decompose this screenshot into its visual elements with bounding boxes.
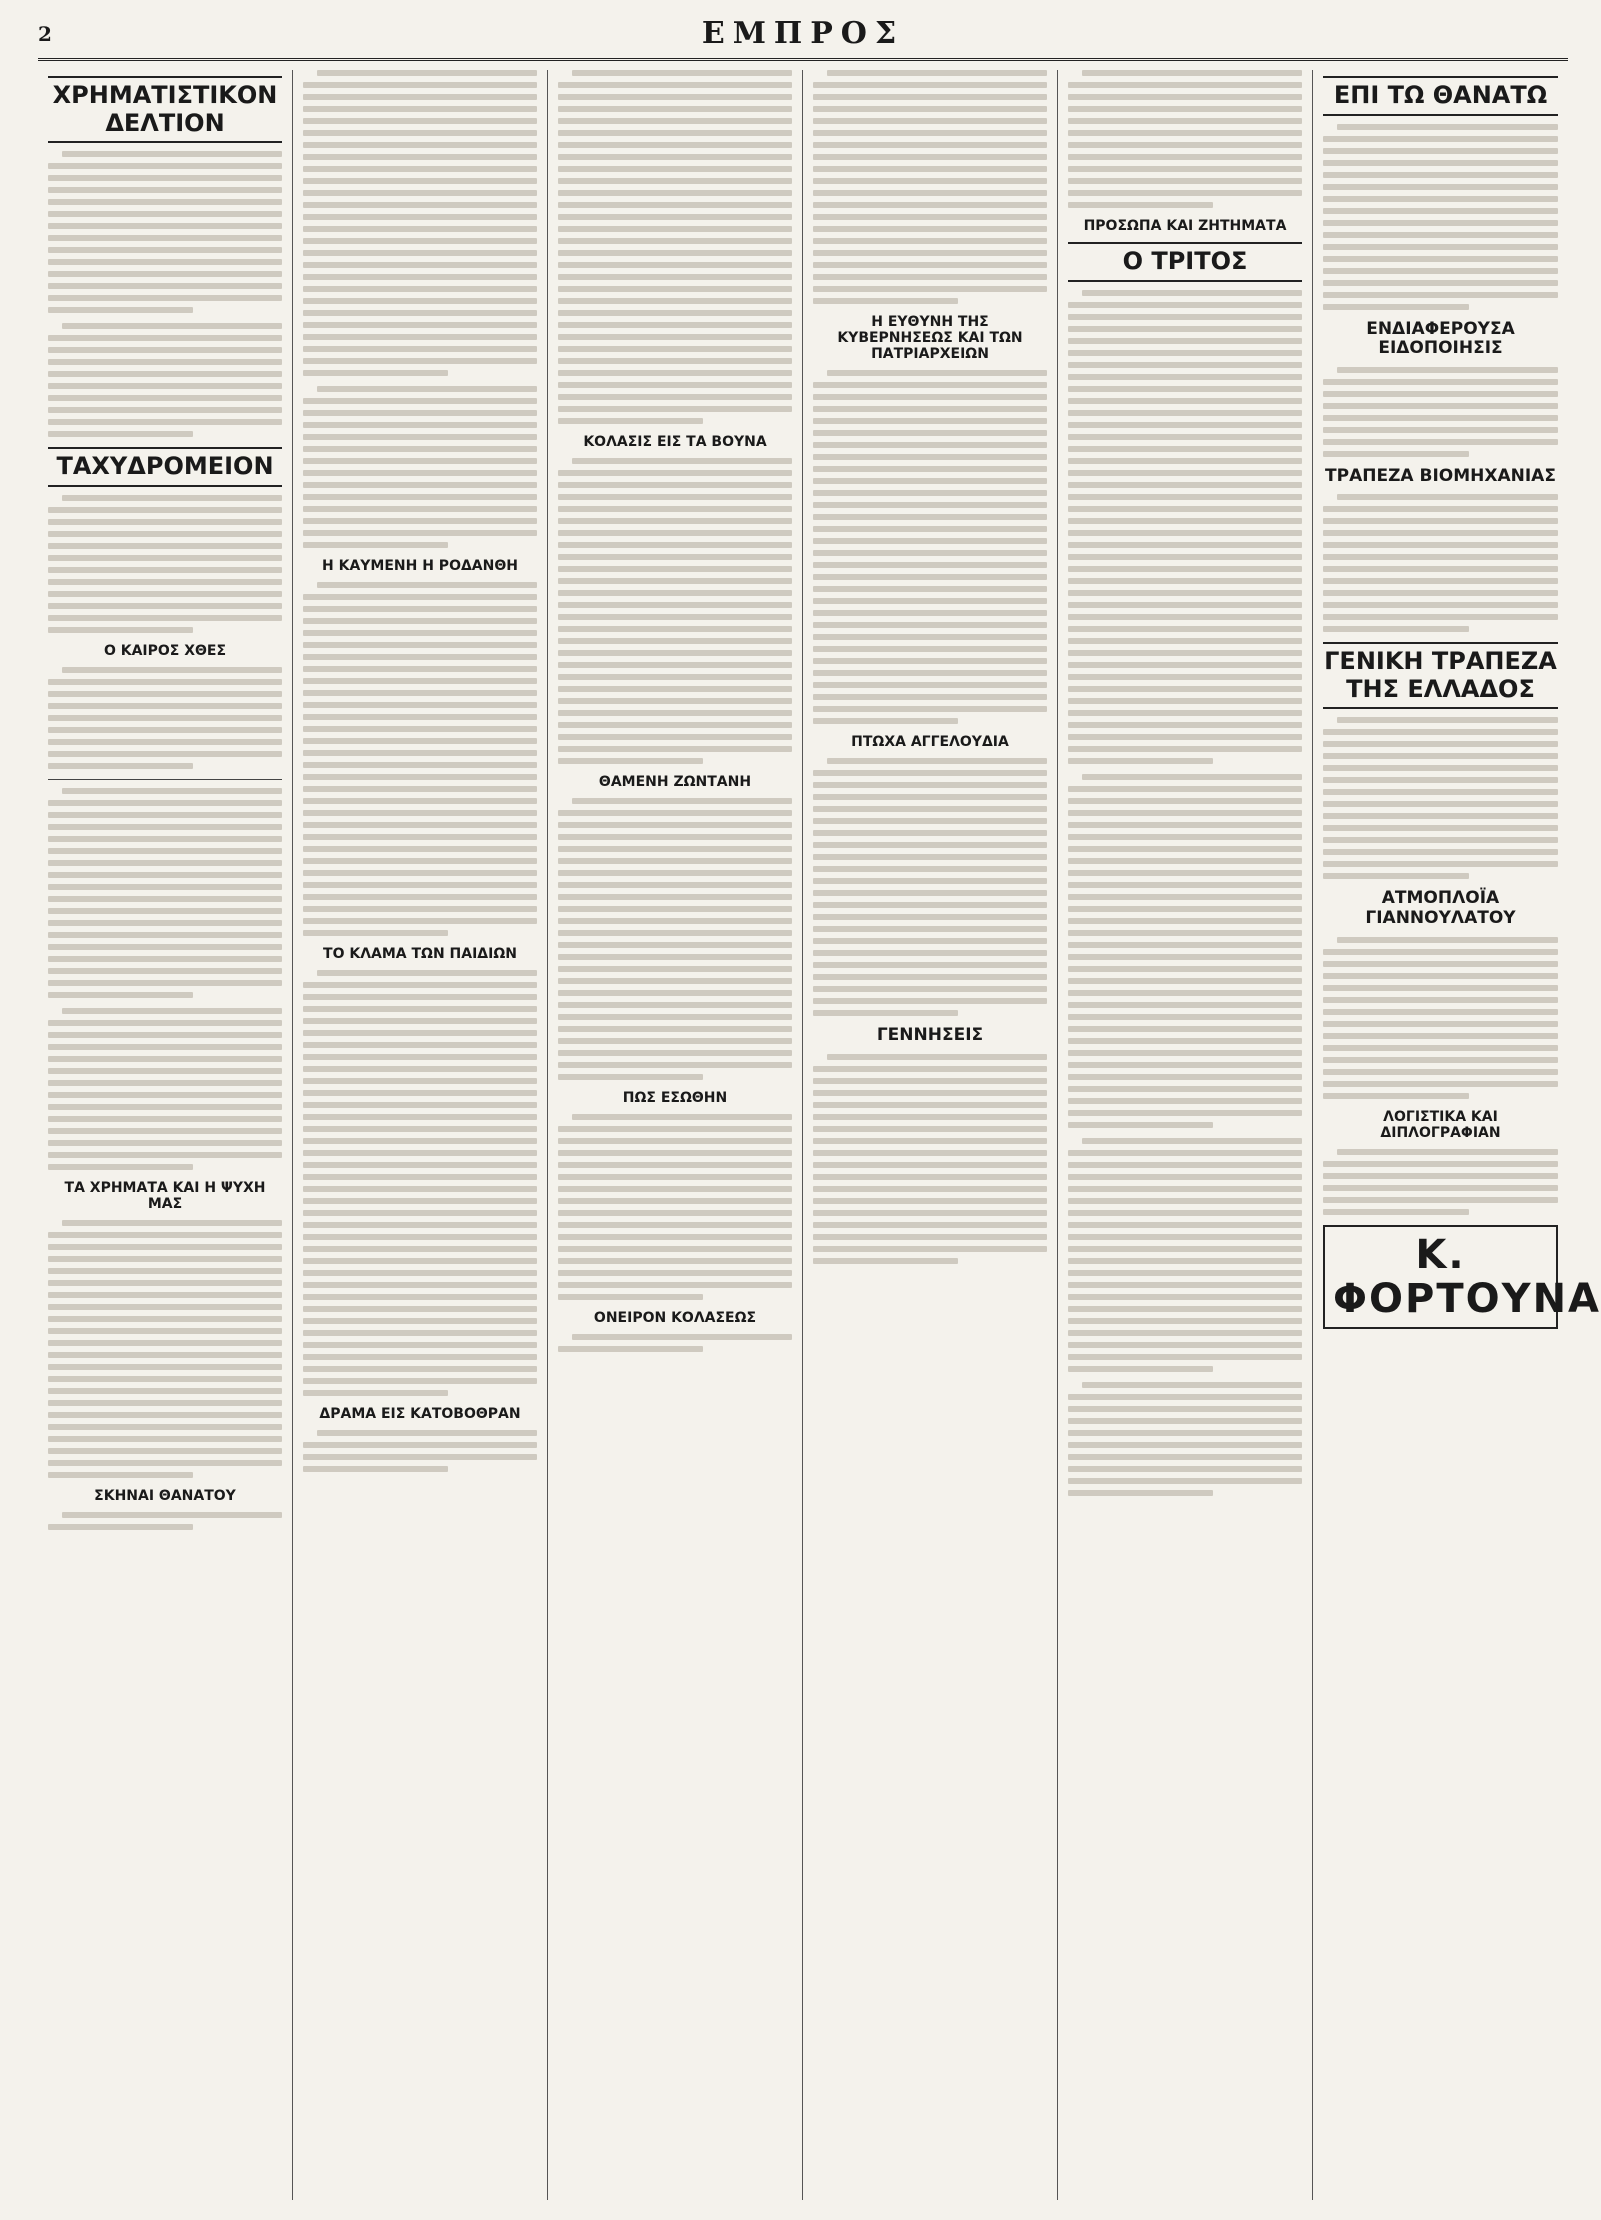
article-headline: ΠΡΟΣΩΠΑ ΚΑΙ ΖΗΤΗΜΑΤΑ (1083, 218, 1287, 234)
article-headline: ΣΚΗΝΑΙ ΘΑΝΑΤΟΥ (94, 1488, 236, 1505)
advertisement-box (1323, 1225, 1601, 1329)
newspaper-name: ΕΜΠΡΟΣ (701, 16, 905, 51)
article-text-block (303, 582, 537, 936)
page-number: 2 (38, 22, 52, 46)
article-headline: ΤΡΑΠΕΖΑ ΒΙΟΜΗΧΑΝΙΑΣ (1325, 465, 1556, 486)
article-headline: ΠΤΩΧΑ ΑΓΓΕΛΟΥΔΙΑ (851, 734, 1009, 751)
article-text-block (303, 970, 537, 1396)
article-text-block (1068, 1138, 1302, 1372)
column-1 (38, 70, 293, 2200)
article-text-block (1068, 290, 1302, 764)
column-3 (548, 70, 803, 2200)
article-headline: ΤΑΧΥΔΡΟΜΕΙΟΝ (48, 447, 282, 487)
article-text-block (813, 370, 1047, 724)
article-text-block (48, 1008, 282, 1170)
article-text-block (48, 667, 282, 769)
article-headline: Η ΕΥΘΥΝΗ ΤΗΣ ΚΥΒΕΡΝΗΣΕΩΣ ΚΑΙ ΤΩΝ ΠΑΤΡΙΑΡΧΕΙΩΝ (837, 314, 1023, 363)
article-headline: ΤΑ ΧΡΗΜΑΤΑ ΚΑΙ Η ΨΥΧΗ ΜΑΣ (64, 1179, 266, 1212)
article-headline: ΓΕΝΙΚΗ ΤΡΑΠΕΖΑ ΤΗΣ ΕΛΛΑΔΟΣ (1323, 642, 1558, 709)
article-text-block (48, 788, 282, 998)
article-headline: ΧΡΗΜΑΤΙΣΤΙΚΟΝ ΔΕΛΤΙΟΝ (48, 76, 282, 143)
article-headline: ΠΩΣ ΕΣΩΘΗΝ (622, 1090, 728, 1107)
article-text-block (813, 758, 1047, 1016)
article-text-block (48, 151, 282, 313)
article-text-block (48, 495, 282, 633)
article-text-block (1068, 70, 1302, 208)
article-headline: ΛΟΓΙΣΤΙΚΑ ΚΑΙ ΔΙΠΛΟΓΡΑΦΙΑΝ (1380, 1108, 1501, 1141)
article-text-block (48, 1512, 282, 1530)
article-headline: ΚΟΛΑΣΙΣ ΕΙΣ ΤΑ ΒΟΥΝΑ (583, 434, 767, 450)
article-text-block (558, 1114, 792, 1300)
article-text-block (1323, 937, 1558, 1099)
article-text-block (558, 1334, 792, 1352)
article-text-block (303, 1430, 537, 1472)
article-text-block (558, 70, 792, 424)
column-2 (293, 70, 548, 2200)
article-headline: Ο ΚΑΙΡΟΣ ΧΘΕΣ (103, 642, 227, 659)
article-text-block (1323, 367, 1558, 457)
article-headline: ΔΡΑΜΑ ΕΙΣ ΚΑΤΟΒΟΘΡΑΝ (319, 1406, 521, 1423)
column-4 (803, 70, 1058, 2200)
article-text-block (558, 798, 792, 1080)
article-headline: ΑΤΜΟΠΛΟΪΑ ΓΙΑΝΝΟΥΛΑΤΟΥ (1365, 888, 1516, 928)
article-text-block (1323, 717, 1558, 879)
article-headline: ΕΝΔΙΑΦΕΡΟΥΣΑ ΕΙΔΟΠΟΙΗΣΙΣ (1366, 318, 1515, 359)
article-text-block (303, 70, 537, 376)
article-headline: ΘΑΜΕΝΗ ΖΩΝΤΑΝΗ (598, 774, 752, 791)
article-headline: Η ΚΑΥΜΕΝΗ Η ΡΟΔΑΝΘΗ (322, 558, 518, 574)
article-text-block (1068, 774, 1302, 1128)
column-5 (1058, 70, 1313, 2200)
article-headline: ΓΕΝΝΗΣΕΙΣ (876, 1025, 984, 1046)
article-text-block (813, 1054, 1047, 1264)
article-text-block (48, 323, 282, 437)
article-text-block (1323, 494, 1558, 632)
article-headline: Ο ΤΡΙΤΟΣ (1068, 242, 1302, 282)
article-text-block (558, 458, 792, 764)
article-text-block (48, 1220, 282, 1478)
advertisement-brand: Κ. ΦΟΡΤΟΥΝΑ (1333, 1231, 1601, 1322)
article-headline: ΕΠΙ ΤΩ ΘΑΝΑΤΩ (1323, 76, 1558, 116)
article-text-block (813, 70, 1047, 304)
column-6 (1313, 70, 1601, 2200)
article-text-block (1068, 1382, 1302, 1496)
article-text-block (1323, 124, 1558, 310)
masthead (38, 12, 1568, 61)
article-headline: ΟΝΕΙΡΟΝ ΚΟΛΑΣΕΩΣ (593, 1310, 757, 1327)
article-headline: ΤΟ ΚΛΑΜΑ ΤΩΝ ΠΑΙΔΙΩΝ (323, 946, 517, 963)
article-text-block (303, 386, 537, 548)
article-text-block (1323, 1149, 1558, 1215)
column-rule (48, 779, 282, 780)
